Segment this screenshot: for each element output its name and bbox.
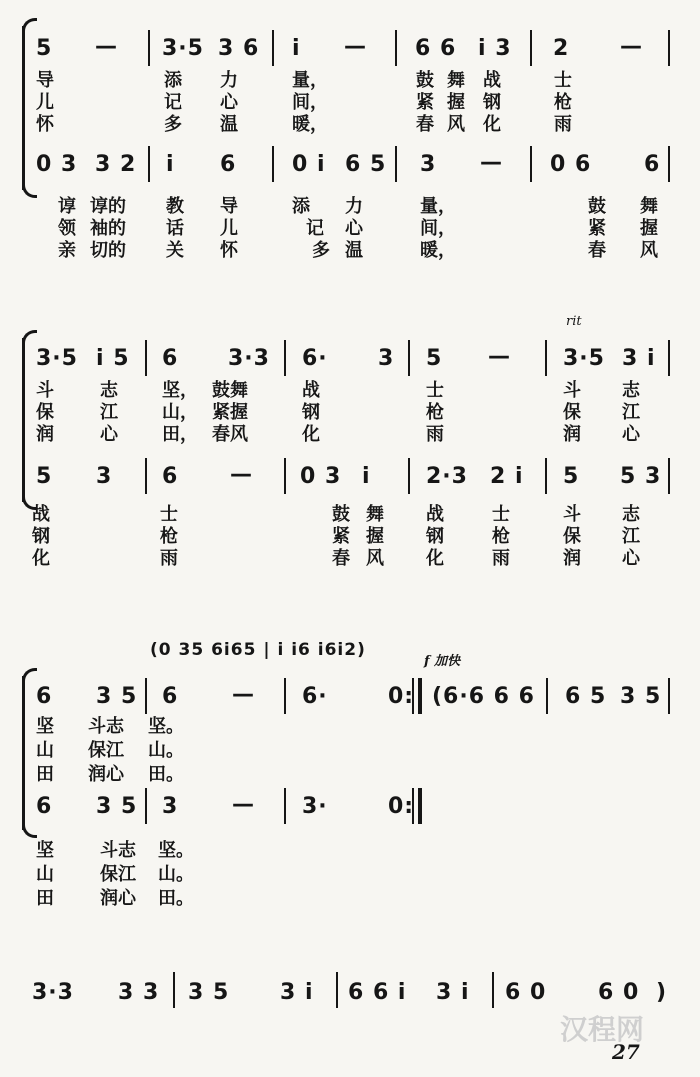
lyric: 春: [416, 114, 434, 135]
lyric: 保江: [100, 864, 136, 885]
lyric: 坚，: [162, 380, 198, 401]
lyric: 斗志: [100, 840, 136, 861]
note: 3 i: [280, 980, 314, 1005]
rit-marking: rit: [566, 314, 582, 329]
page-number: 27: [612, 1040, 640, 1064]
lyric: 量，: [420, 196, 456, 217]
lyric: 山: [36, 864, 54, 885]
note: 6: [36, 794, 53, 819]
lyric: 添: [164, 70, 182, 91]
barline: [395, 30, 397, 66]
lyric: 坚: [36, 840, 54, 861]
lyric: 风: [447, 114, 465, 135]
lyric: 领: [58, 218, 76, 239]
lyric: 风: [640, 240, 658, 261]
note: —: [232, 682, 255, 707]
lyric: 握: [447, 92, 465, 113]
barline: [546, 678, 548, 714]
note: 3·3: [32, 980, 74, 1005]
lyric: 风: [366, 548, 384, 569]
barline: [145, 788, 147, 824]
note: 6 6 i: [348, 980, 407, 1005]
note: 3 2: [95, 152, 137, 177]
lyric: 坚。: [148, 716, 184, 737]
lyric: 山，: [162, 402, 198, 423]
lyric: 间，: [292, 92, 328, 113]
note: 0:: [388, 684, 415, 709]
lyric: 斗志: [88, 716, 124, 737]
lyric: 润心: [88, 764, 124, 785]
note: 3 5: [96, 794, 138, 819]
lyric: 春: [588, 240, 606, 261]
barline: [530, 30, 532, 66]
lyric: 儿: [36, 92, 54, 113]
note: 3: [162, 794, 179, 819]
lyric: 心: [345, 218, 363, 239]
lyric: 钢: [426, 526, 444, 547]
note: i 3: [478, 36, 512, 61]
note: 5 3: [620, 464, 662, 489]
lyric: 田: [36, 888, 54, 909]
barline: [284, 678, 286, 714]
lyric: 田。: [148, 764, 184, 785]
note: 3 i: [622, 346, 656, 371]
lyric: 保江: [88, 740, 124, 761]
note: 6 5: [345, 152, 387, 177]
lyric: 儿: [220, 218, 238, 239]
lyric: 志: [100, 380, 118, 401]
lyric: 斗: [563, 380, 581, 401]
note: 3·: [302, 794, 328, 819]
note: 0 3: [36, 152, 78, 177]
lyric: 谆: [58, 196, 76, 217]
lyric: 志: [622, 504, 640, 525]
lyric: 钢: [32, 526, 50, 547]
note: —: [230, 462, 253, 487]
barline: [668, 30, 670, 66]
tempo-marking: f 加快: [424, 654, 461, 669]
lyric: 枪: [492, 526, 510, 547]
note: 6: [162, 464, 179, 489]
note: (6·6 6 6: [432, 684, 535, 709]
note: 6: [162, 684, 179, 709]
barline: [284, 788, 286, 824]
system-brace: [22, 676, 37, 830]
lyric: 士: [492, 504, 510, 525]
lyric: 润心: [100, 888, 136, 909]
lyric: 保: [36, 402, 54, 423]
lyric: 暖，: [420, 240, 456, 261]
note: 3: [378, 346, 395, 371]
note: 5: [36, 464, 53, 489]
note: i: [292, 36, 301, 61]
system-brace: [22, 26, 37, 190]
lyric: 亲: [58, 240, 76, 261]
note: —: [620, 34, 643, 59]
lyric: 化: [32, 548, 50, 569]
lyric: 志: [622, 380, 640, 401]
lyric: 斗: [36, 380, 54, 401]
note: —: [95, 34, 118, 59]
lyric: 斗: [563, 504, 581, 525]
lyric: 雨: [554, 114, 572, 135]
note: 2 i: [490, 464, 524, 489]
lyric: 化: [302, 424, 320, 445]
note: i: [166, 152, 175, 177]
note: 5: [563, 464, 580, 489]
lyric: 保: [563, 526, 581, 547]
note: 3·5: [162, 36, 204, 61]
lyric: 枪: [160, 526, 178, 547]
note: 6·: [302, 684, 328, 709]
lyric: 间，: [420, 218, 456, 239]
note: i 5: [96, 346, 130, 371]
barline: [668, 146, 670, 182]
barline: [145, 340, 147, 376]
note: 3·5: [36, 346, 78, 371]
lyric: 战: [302, 380, 320, 401]
barline: [145, 458, 147, 494]
lyric: 田。: [158, 888, 194, 909]
note: 3 3: [118, 980, 160, 1005]
lyric: 山: [36, 740, 54, 761]
note: 3 6: [218, 36, 260, 61]
barline: [418, 788, 422, 824]
lyric: 士: [160, 504, 178, 525]
note: 6: [36, 684, 53, 709]
lyric: 战: [32, 504, 50, 525]
note: —: [488, 344, 511, 369]
lyric: 化: [483, 114, 501, 135]
lyric: 枪: [554, 92, 572, 113]
lyric: 鼓: [332, 504, 350, 525]
lyric: 握: [366, 526, 384, 547]
lyric: 雨: [160, 548, 178, 569]
note: 2: [553, 36, 570, 61]
lyric: 战: [426, 504, 444, 525]
lyric: 舞: [366, 504, 384, 525]
lyric: 多: [312, 240, 330, 261]
lyric: 钢: [483, 92, 501, 113]
note: 6: [644, 152, 661, 177]
watermark: 汉程网: [560, 1013, 645, 1046]
lyric: 润: [563, 424, 581, 445]
lyric: 舞: [640, 196, 658, 217]
barline: [668, 678, 670, 714]
barline: [408, 340, 410, 376]
lyric: 舞: [447, 70, 465, 91]
note: i: [362, 464, 371, 489]
lyric: 江: [100, 402, 118, 423]
note: 0 6: [550, 152, 592, 177]
lyric: 春风: [212, 424, 248, 445]
lyric: 添: [292, 196, 310, 217]
lyric: 多: [164, 114, 182, 135]
barline: [530, 146, 532, 182]
barline: [284, 458, 286, 494]
lyric: 江: [622, 526, 640, 547]
barline: [336, 972, 338, 1008]
lyric: 导: [220, 196, 238, 217]
note: 2·3: [426, 464, 468, 489]
lyric: 力: [220, 70, 238, 91]
barline: [545, 340, 547, 376]
note: 3·3: [228, 346, 270, 371]
barline: [545, 458, 547, 494]
barline: [272, 30, 274, 66]
barline: [408, 458, 410, 494]
lyric: 坚: [36, 716, 54, 737]
lyric: 导: [36, 70, 54, 91]
lyric: 记: [164, 92, 182, 113]
barline: [145, 678, 147, 714]
lyric: 话: [166, 218, 184, 239]
lyric: 紧: [416, 92, 434, 113]
lyric: 温: [345, 240, 363, 261]
lyric: 山。: [158, 864, 194, 885]
lyric: 心: [622, 424, 640, 445]
lyric: 坚。: [158, 840, 194, 861]
lyric: 润: [563, 548, 581, 569]
lyric: 润: [36, 424, 54, 445]
lyric: 心: [220, 92, 238, 113]
lyric: 战: [483, 70, 501, 91]
lyric: 力: [345, 196, 363, 217]
barline: [272, 146, 274, 182]
lyric: 教: [166, 196, 184, 217]
lyric: 保: [563, 402, 581, 423]
lyric: 心: [100, 424, 118, 445]
barline: [668, 340, 670, 376]
instrumental-prelude: (0 35 6i65 | i i6 i6i2): [150, 640, 366, 660]
lyric: 紧握: [212, 402, 248, 423]
barline: [148, 30, 150, 66]
lyric: 记: [306, 218, 324, 239]
lyric: 化: [426, 548, 444, 569]
note: 6 0: [598, 980, 640, 1005]
note: 0 i: [292, 152, 326, 177]
note: 6 0: [505, 980, 547, 1005]
lyric: 谆的: [90, 196, 126, 217]
lyric: 春: [332, 548, 350, 569]
note: 3: [420, 152, 437, 177]
note: —: [232, 792, 255, 817]
note: 3·5: [563, 346, 605, 371]
note: —: [480, 150, 503, 175]
note: 5: [426, 346, 443, 371]
lyric: 鼓: [588, 196, 606, 217]
note: 6·: [302, 346, 328, 371]
lyric: 暖，: [292, 114, 328, 135]
lyric: 雨: [426, 424, 444, 445]
barline: [418, 678, 422, 714]
lyric: 士: [426, 380, 444, 401]
lyric: 心: [622, 548, 640, 569]
note: —: [344, 34, 367, 59]
lyric: 江: [622, 402, 640, 423]
barline: [173, 972, 175, 1008]
lyric: 雨: [492, 548, 510, 569]
lyric: 鼓舞: [212, 380, 248, 401]
barline: [668, 458, 670, 494]
note: 0:: [388, 794, 415, 819]
lyric: 怀: [36, 114, 54, 135]
lyric: 鼓: [416, 70, 434, 91]
note: 6: [162, 346, 179, 371]
note: ): [656, 980, 668, 1005]
note: 0 3: [300, 464, 342, 489]
note: 6 5: [565, 684, 607, 709]
barline: [284, 340, 286, 376]
note: 5: [36, 36, 53, 61]
barline: [492, 972, 494, 1008]
lyric: 握: [640, 218, 658, 239]
lyric: 紧: [588, 218, 606, 239]
note: 3 i: [436, 980, 470, 1005]
note: 3 5: [188, 980, 230, 1005]
note: 3 5: [620, 684, 662, 709]
barline: [395, 146, 397, 182]
lyric: 怀: [220, 240, 238, 261]
lyric: 田: [36, 764, 54, 785]
lyric: 切的: [90, 240, 126, 261]
note: 3: [96, 464, 113, 489]
system-brace: [22, 338, 37, 502]
lyric: 枪: [426, 402, 444, 423]
lyric: 山。: [148, 740, 184, 761]
lyric: 紧: [332, 526, 350, 547]
lyric: 士: [554, 70, 572, 91]
lyric: 温: [220, 114, 238, 135]
note: 3 5: [96, 684, 138, 709]
lyric: 量，: [292, 70, 328, 91]
lyric: 关: [166, 240, 184, 261]
barline: [148, 146, 150, 182]
note: 6: [220, 152, 237, 177]
lyric: 田，: [162, 424, 198, 445]
lyric: 袖的: [90, 218, 126, 239]
lyric: 钢: [302, 402, 320, 423]
note: 6 6: [415, 36, 457, 61]
